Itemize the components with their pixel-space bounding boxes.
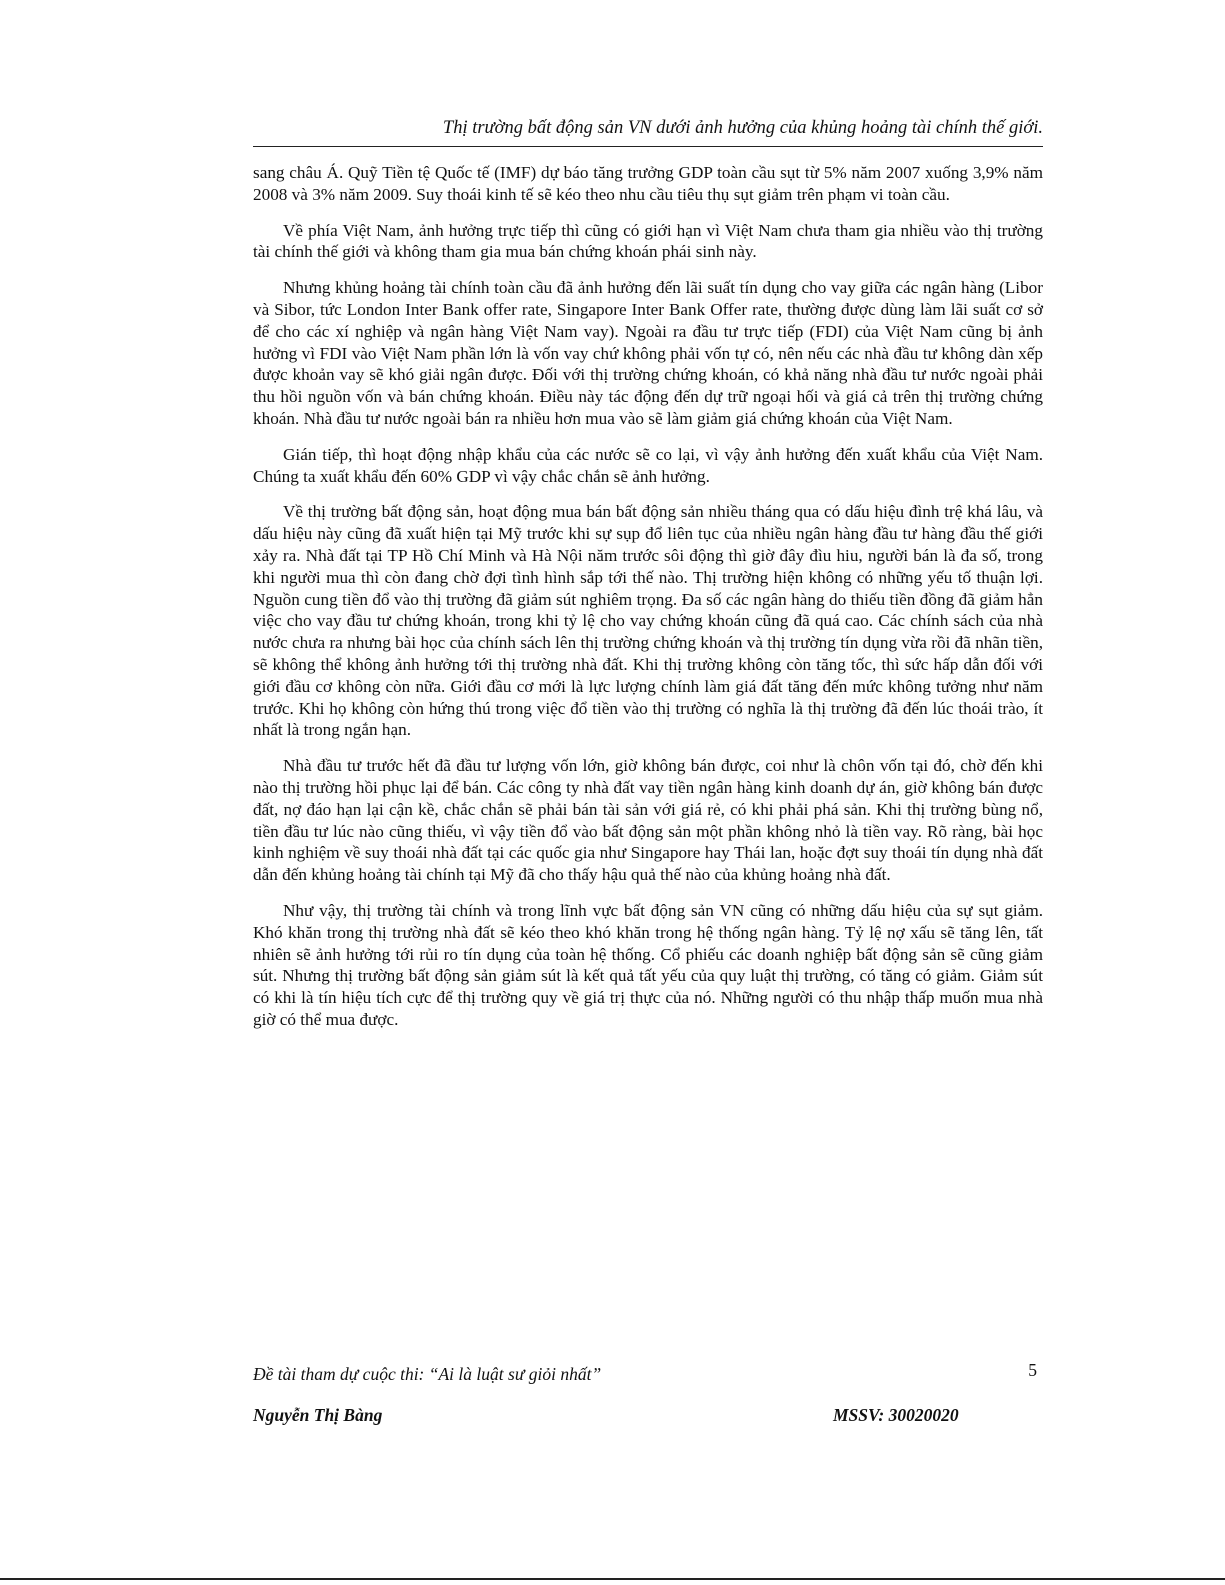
running-header-title: Thị trường bất động sản VN dưới ảnh hưởng của khủng hoảng tài chính thế giới. [442,118,1043,138]
paragraph-7: Như vậy, thị trường tài chính và trong lĩnh vực bất động sản VN cũng có những dấu hiệu của sự sụt giảm. Khó khăn trong thị trường nhà đất sẽ kéo theo khó khăn trong hệ thống ngân hàng. Tỷ lệ nợ xấu sẽ tăng lên, tất nhiên sẽ ảnh hưởng tới rủi ro tín dụng của toàn hệ thống. Cổ phiếu các doanh nghiệp bất động sản sẽ cũng giảm sút. Nhưng thị trường bất động sản giảm sút là kết quả tất yếu của quy luật thị trường, có tăng có giảm. Giảm sút có khi là tín hiệu tích cực để thị trường quy về giá trị thực của nó. Những người có thu nhập thấp muốn mua nhà giờ có thể mua được. [253,900,1043,1029]
footer-author-line [253,1405,1043,1431]
footer-author-name: Nguyễn Thị Bàng [253,1405,383,1425]
paragraph-4: Gián tiếp, thì hoạt động nhập khẩu của các nước sẽ co lại, vì vậy ảnh hưởng đến xuất khẩu của Việt Nam. Chúng ta xuất khẩu đến 60% GDP vì vậy chắc chắn sẽ ảnh hưởng. [253,444,1043,486]
paragraph-1: sang châu Á. Quỹ Tiền tệ Quốc tế (IMF) dự báo tăng trưởng GDP toàn cầu sụt từ 5% năm 2007 xuống 3,9% năm 2008 và 3% năm 2009. Suy thoái kinh tế sẽ kéo theo nhu cầu tiêu thụ sụt giảm trên phạm vi toàn cầu. [253,163,1043,204]
page-number: 5 [1028,1360,1037,1380]
document-body [253,162,1043,1045]
paragraph-6: Nhà đầu tư trước hết đã đầu tư lượng vốn lớn, giờ không bán được, coi như là chôn vốn tại đó, chờ đến khi nào thị trường hồi phục lại để bán. Các công ty nhà đất vay tiền ngân hàng kinh doanh dự án, giờ không bán được đất, nợ đáo hạn lại cận kề, chắc chắn sẽ phải bán tài sản với giá rẻ, có khi phải phá sản. Khi thị trường bùng nổ, tiền đầu tư lúc nào cũng thiếu, vì vậy tiền đổ vào bất động sản một phần không nhỏ là tiền vay. Rõ ràng, bài học kinh nghiệm về suy thoái nhà đất tại các quốc gia như Singapore hay Thái lan, hoặc đợt suy thoái tín dụng nhà đất dẫn đến khủng hoảng tài chính tại Mỹ đã cho thấy hậu quả thế nào của khủng hoảng nhà đất. [253,756,1043,885]
footer-contest-line [253,1360,1043,1390]
footer-student-id: MSSV: 30020020 [833,1405,959,1425]
paragraph-2: Về phía Việt Nam, ảnh hưởng trực tiếp thì cũng có giới hạn vì Việt Nam chưa tham gia nhiều vào thị trường tài chính thế giới và không tham gia mua bán chứng khoán phái sinh này. [253,220,1043,262]
paragraph-3: Nhưng khủng hoảng tài chính toàn cầu đã ảnh hưởng đến lãi suất tín dụng cho vay giữa các ngân hàng (Libor và Sibor, tức London Inter Bank offer rate, Singapore Inter Bank Offer rate, thường được dùng làm lãi suất cơ sở để cho các xí nghiệp và ngân hàng Việt Nam vay). Ngoài ra đầu tư trực tiếp (FDI) của Việt Nam cũng bị ảnh hưởng vì FDI vào Việt Nam phần lớn là vốn vay chứ không phải vốn tự có, nên nếu các nhà đầu tư không dàn xếp được khoản vay sẽ khó giải ngân được. Đối với thị trường chứng khoán, có khả năng nhà đầu tư nước ngoài phải thu hồi nguồn vốn và bán chứng khoán. Điều này tác động đến dự trữ ngoại hối và giá cả trên thị trường chứng khoán. Nhà đầu tư nước ngoài bán ra nhiều hơn mua vào sẽ làm giảm giá chứng khoán của Việt Nam. [253,278,1043,428]
footer-contest-title: Đề tài tham dự cuộc thi: “Ai là luật sư giỏi nhất” [253,1364,602,1384]
paragraph-5: Về thị trường bất động sản, hoạt động mua bán bất động sản nhiều tháng qua có dấu hiệu đình trệ khá lâu, và dấu hiệu này cũng đã xuất hiện tại Mỹ trước khi sự sụp đổ liên tục của nhiều ngân hàng đầu tư hàng đầu thế giới xảy ra. Nhà đất tại TP Hồ Chí Minh và Hà Nội năm trước sôi động thì giờ đây đìu hiu, người bán là đa số, trong khi người mua thì còn đang chờ đợi tình hình sắp tới thế nào. Thị trường hiện không có những yếu tố thuận lợi. Nguồn cung tiền đổ vào thị trường đã giảm sút nghiêm trọng. Đa số các ngân hàng do thiếu tiền đồng đã giảm hẳn việc cho vay đầu tư chứng khoán, trong khi tỷ lệ cho vay chứng khoán cũng đã quá cao. Các chính sách của nhà nước chưa ra nhưng bài học của chính sách lên thị trường chứng khoán và thị trường tín dụng vừa rồi đã nhãn tiền, sẽ không thể không ảnh hưởng tới thị trường nhà đất. Khi thị trường không còn tăng tốc, thì sức hấp dẫn đối với giới đầu cơ không còn nữa. Giới đầu cơ mới là lực lượng chính làm giá đất tăng đến mức không tưởng như năm trước. Khi họ không còn hứng thú trong việc đổ tiền vào thị trường có nghĩa là thị trường đã đến lúc thoái trào, ít nhất là trong ngắn hạn. [253,502,1043,740]
bottom-divider [0,1578,1225,1580]
page-header [253,110,1043,147]
